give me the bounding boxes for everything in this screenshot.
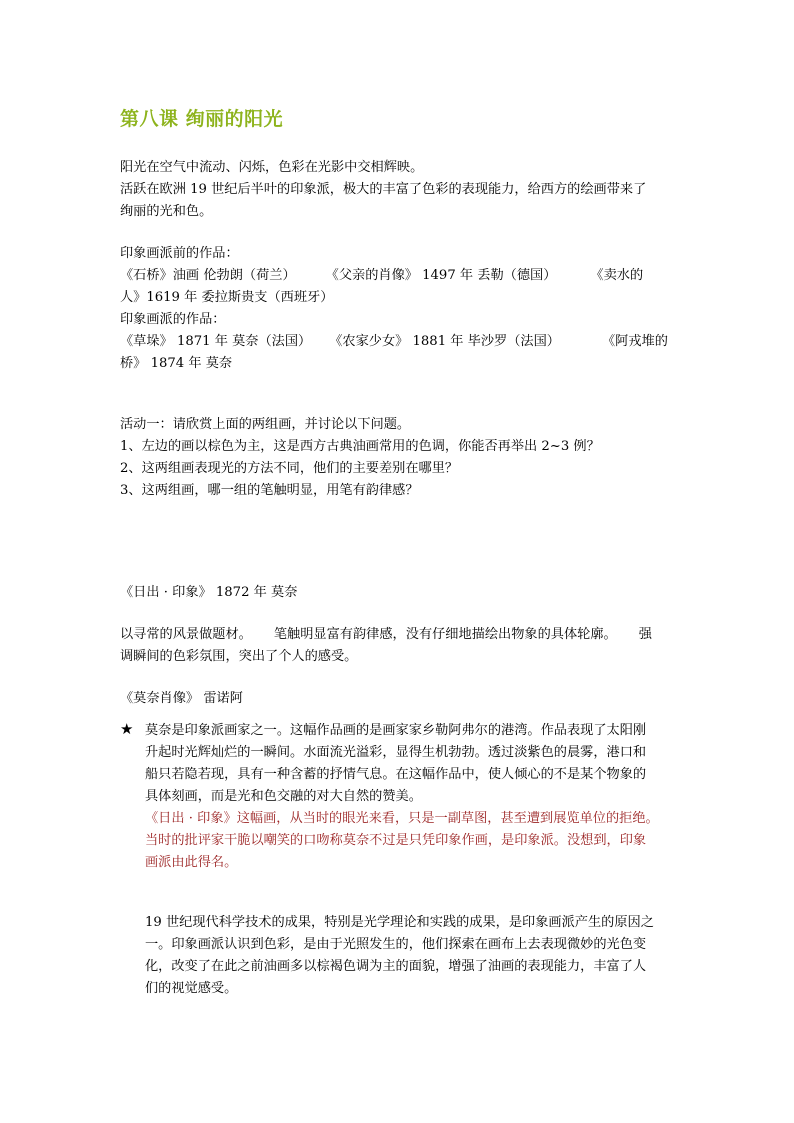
closing-line-1: 19 世纪现代科学技术的成果，特别是光学理论和实践的成果，是印象画派产生的原因之	[145, 915, 654, 930]
note-line-4: 具体刻画，而是光和色交融的对大自然的赞美。	[145, 789, 422, 804]
pre-impressionist-row-2: 人》1619 年 委拉斯贵支（西班牙）	[120, 290, 334, 305]
note-line-2: 升起时光辉灿烂的一瞬间。水面流光溢彩，显得生机勃勃。透过淡紫色的晨雾，港口和	[145, 745, 647, 760]
activity-question-3: 3、这两组画，哪一组的笔触明显，用笔有韵律感？	[120, 483, 419, 498]
work-argenteuil-bridge-part1: 《阿戎堆的	[601, 334, 668, 349]
activity-question-1: 1、左边的画以棕色为主，这是西方古典油画常用的色调，你能否再举出 2~3 例？	[120, 439, 600, 454]
impressionist-row-1	[120, 331, 680, 353]
note-line-1: 莫奈是印象派画家之一。这幅作品画的是画家家乡勒阿弗尔的港湾。作品表现了太阳刚	[145, 723, 647, 738]
sunrise-desc-part-a: 以寻常的风景做题材。	[120, 627, 252, 642]
intro-line-1: 阳光在空气中流动、闪烁，色彩在光影中交相辉映。	[120, 160, 424, 175]
closing-line-3: 化，改变了在此之前油画多以棕褐色调为主的面貌，增强了油画的表现能力，丰富了人	[145, 959, 647, 974]
work-stone-bridge: 《石桥》油画 伦勃朗（荷兰）	[120, 268, 296, 283]
note-red-line-2: 当时的批评家干脆以嘲笑的口吻称莫奈不过是只凭印象作画，是印象派。没想到，印象	[145, 833, 647, 848]
sunrise-caption: 《日出 · 印象》 1872 年 莫奈	[120, 585, 298, 600]
sunrise-description-line-2: 调瞬间的色彩氛围，突出了个人的感受。	[120, 649, 358, 664]
closing-line-4: 们的视觉感受。	[145, 981, 238, 996]
work-water-seller-part1: 《卖水的	[590, 268, 644, 283]
work-haystacks: 《草垛》 1871 年 莫奈（法国）	[120, 334, 312, 349]
star-bullet-icon: ★	[120, 720, 134, 738]
work-peasant-girl: 《农家少女》 1881 年 毕沙罗（法国）	[329, 334, 560, 349]
note-red-line-3: 画派由此得名。	[145, 855, 238, 870]
impressionist-heading: 印象画派的作品：	[120, 312, 226, 327]
intro-line-2: 活跃在欧洲 19 世纪后半叶的印象派，极大的丰富了色彩的表现能力，给西方的绘画带来了	[120, 182, 647, 197]
activity-question-2: 2、这两组画表现光的方法不同，他们的主要差别在哪里？	[120, 461, 459, 476]
impressionist-row-2: 桥》 1874 年 莫奈	[120, 356, 233, 371]
intro-line-3: 绚丽的光和色。	[120, 204, 213, 219]
note-red-line-1: 《日出 · 印象》这幅画，从当时的眼光来看，只是一副草图，甚至遭到展览单位的拒绝。	[145, 811, 659, 826]
sunrise-desc-part-b: 笔触明显富有韵律感，没有仔细地描绘出物象的具体轮廓。	[273, 627, 617, 642]
sunrise-desc-part-c: 强	[638, 627, 652, 642]
activity-heading: 活动一：请欣赏上面的两组画，并讨论以下问题。	[120, 417, 411, 432]
closing-line-2: 一。印象画派认识到色彩，是由于光照发生的，他们探索在画布上去表现微妙的光色变	[145, 937, 647, 952]
note-line-3: 船只若隐若现，具有一种含蓄的抒情气息。在这幅作品中，使人倾心的不是某个物象的	[145, 767, 647, 782]
portrait-caption: 《莫奈肖像》 雷诺阿	[120, 691, 243, 706]
pre-impressionist-heading: 印象画派前的作品：	[120, 246, 239, 261]
sunrise-description-line-1	[120, 624, 680, 646]
pre-impressionist-row-1	[120, 265, 680, 287]
lesson-title: 第八课 绚丽的阳光	[120, 108, 284, 130]
work-father-portrait: 《父亲的肖像》 1497 年 丢勒（德国）	[325, 268, 557, 283]
